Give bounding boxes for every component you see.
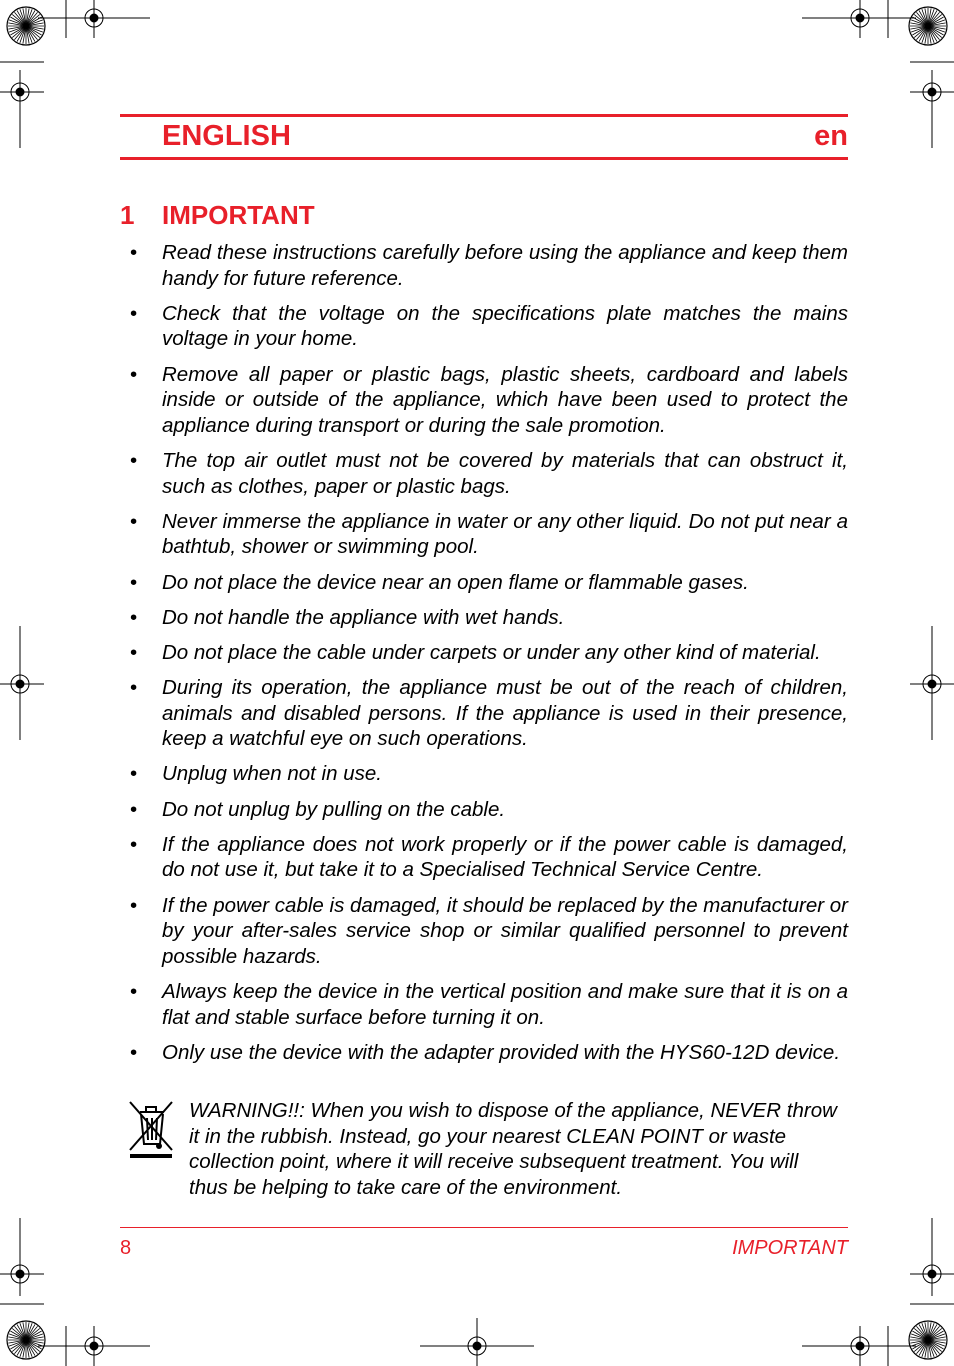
- list-item-text: Do not place the cable under carpets or under any other kind of material.: [162, 640, 821, 664]
- section-number: 1: [120, 200, 135, 230]
- list-item-text: Do not unplug by pulling on the cable.: [162, 797, 506, 821]
- list-item: [130, 509, 848, 560]
- language-code: en: [814, 120, 848, 152]
- bullet-marker: •: [130, 979, 138, 1003]
- list-item-text: If the power cable is damaged, it should be replaced by the manufacturer or by your after-sales service shop or similar qualified personnel to prevent possible hazards.: [162, 893, 849, 968]
- list-item: [130, 893, 848, 970]
- list-item-text: If the appliance does not work properly or if the power cable is damaged, do not use it, but take it to a Specialised Technical Service Centre.: [162, 832, 848, 882]
- safety-instructions-list: [130, 240, 848, 1075]
- bullet-marker: •: [130, 509, 138, 533]
- language-title: ENGLISH: [162, 120, 291, 152]
- list-item: [130, 675, 848, 752]
- bullet-marker: •: [130, 241, 138, 264]
- bullet-marker: •: [130, 832, 138, 856]
- list-item: [130, 301, 848, 352]
- bullet-marker: •: [130, 605, 138, 629]
- list-item-text: Unplug when not in use.: [162, 762, 382, 786]
- list-item: [130, 979, 848, 1030]
- header-rule-bottom: [120, 157, 848, 160]
- crossed-out-wheelie-bin-icon: [128, 1100, 174, 1160]
- list-item-text: During its operation, the appliance must be out of the reach of children, animals and disabled persons. If the appliance is used in their presence, keep a watchful eye on such operations.: [162, 676, 848, 751]
- list-item: [130, 448, 848, 499]
- list-item: [130, 640, 848, 666]
- list-item-text: Do not handle the appliance with wet hands.: [162, 605, 565, 629]
- list-item-text: Remove all paper or plastic bags, plastic sheets, cardboard and labels inside or outside of the appliance, which have been used to protect the appliance during transport or during the sale promotion.: [162, 362, 848, 437]
- list-item: [130, 362, 848, 439]
- disposal-warning: [128, 1098, 848, 1208]
- list-item: [130, 605, 848, 631]
- list-item: [130, 761, 848, 787]
- bullet-marker: •: [130, 797, 138, 821]
- bullet-marker: •: [130, 570, 138, 594]
- header-rule-top: [120, 114, 848, 117]
- list-item-text: The top air outlet must not be covered by materials that can obstruct it, such as clothes, paper or plastic bags.: [162, 448, 848, 498]
- list-item-text: Check that the voltage on the specifications plate matches the mains voltage in your home.: [162, 301, 848, 351]
- footer-rule: [120, 1227, 848, 1228]
- list-item: [130, 570, 848, 596]
- warning-text: WARNING!!: When you wish to dispose of the appliance, NEVER throw it in the rubbish. Instead, go your nearest CLEAN POINT or waste collection point, where it will receive subsequent treatment. You will thus be helping to take care of the environment.: [189, 1099, 837, 1199]
- list-item-text: Only use the device with the adapter provided with the HYS60-12D device.: [162, 1040, 841, 1064]
- bullet-marker: •: [130, 1040, 138, 1064]
- list-item: [130, 1040, 848, 1066]
- bullet-marker: •: [130, 762, 138, 786]
- bullet-marker: •: [130, 448, 138, 472]
- list-item: [130, 797, 848, 823]
- list-item: [130, 240, 848, 291]
- bullet-marker: •: [130, 640, 138, 664]
- list-item: [130, 832, 848, 883]
- bullet-marker: •: [130, 362, 138, 386]
- list-item-text: Always keep the device in the vertical position and make sure that it is on a flat and stable surface before turning it on.: [162, 979, 848, 1029]
- list-item-text: Read these instructions carefully before using the appliance and keep them handy for future reference.: [162, 241, 848, 290]
- bullet-marker: •: [130, 893, 138, 917]
- section-heading: [120, 200, 315, 230]
- bullet-marker: •: [130, 301, 138, 325]
- bullet-marker: •: [130, 676, 138, 700]
- section-title: IMPORTANT: [162, 200, 315, 230]
- list-item-text: Never immerse the appliance in water or any other liquid. Do not put near a bathtub, shower or swimming pool.: [162, 509, 848, 559]
- list-item-text: Do not place the device near an open flame or flammable gases.: [162, 570, 749, 594]
- footer-section-name: IMPORTANT: [732, 1237, 848, 1259]
- page-number: 8: [120, 1237, 132, 1259]
